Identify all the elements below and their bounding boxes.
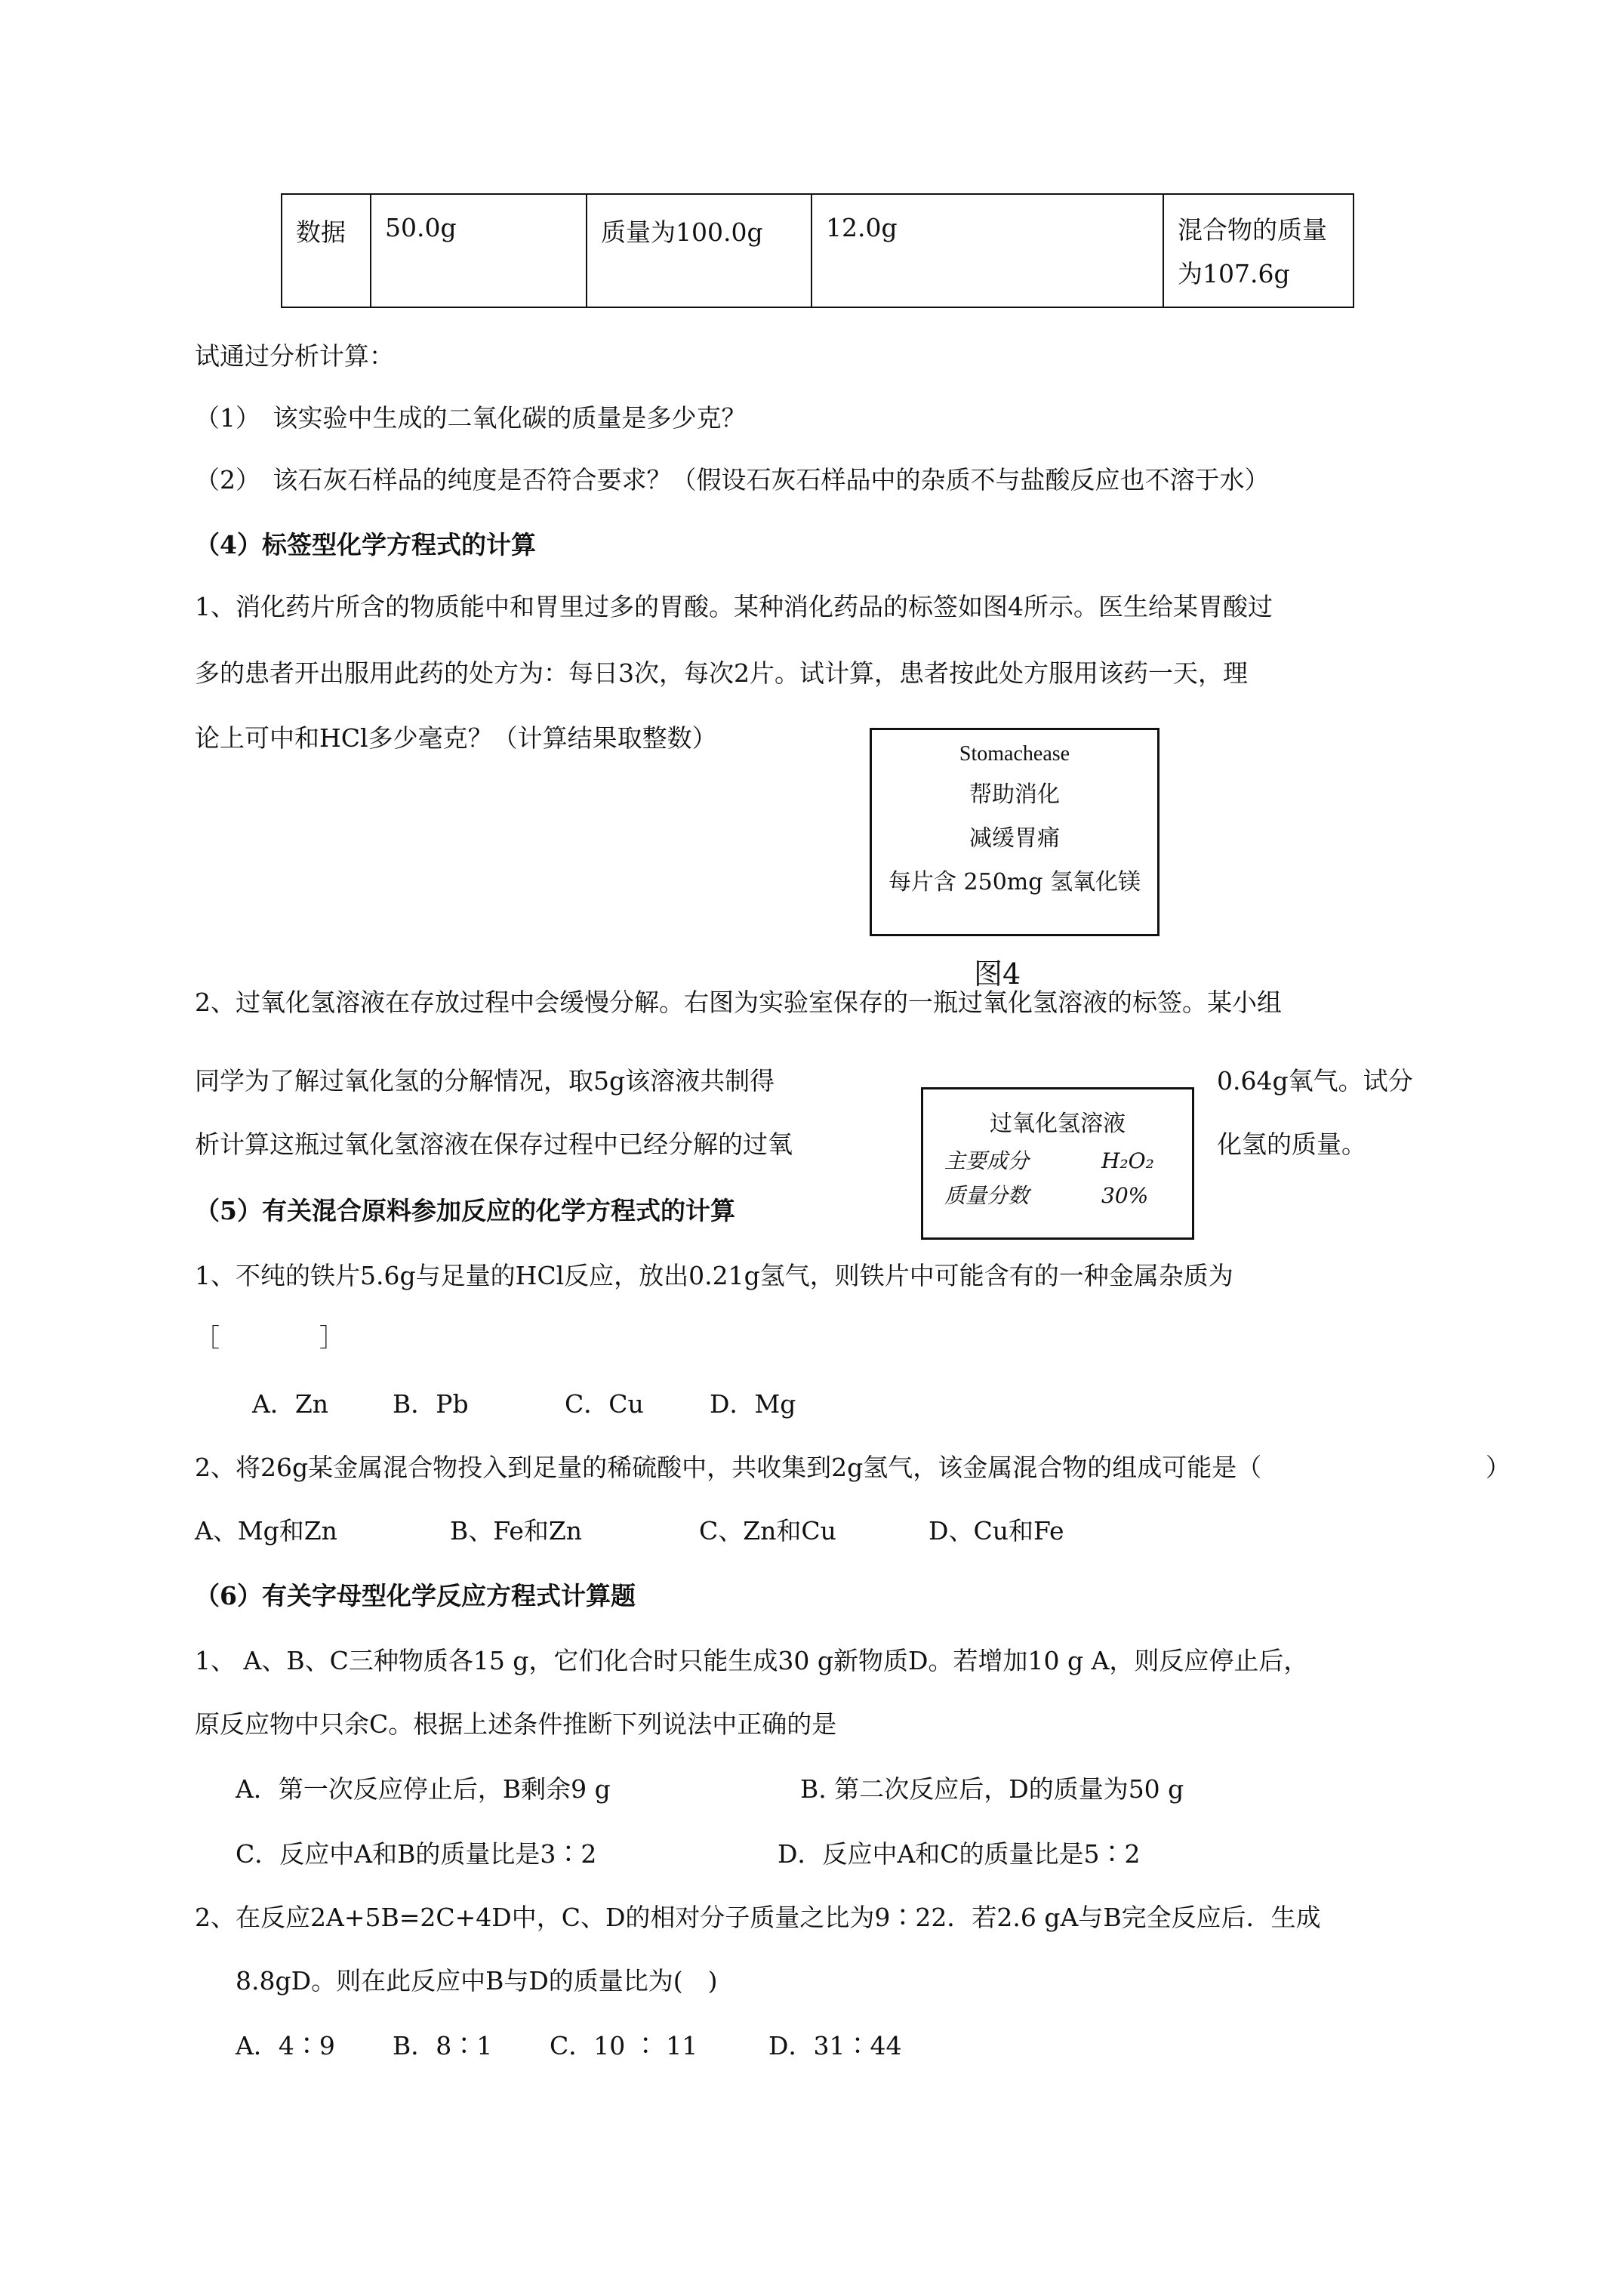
paragraph-line: 2、过氧化氢溶液在存放过程中会缓慢分解。右图为实验室保存的一瓶过氧化氢溶液的标签。某小组	[195, 988, 1282, 1017]
paragraph-line: 同学为了解过氧化氢的分解情况，取5g该溶液共制得	[195, 1066, 775, 1096]
paragraph-line: 原反应物中只余C。根据上述条件推断下列说法中正确的是	[195, 1709, 837, 1739]
option: A、Mg和Zn	[195, 1516, 337, 1546]
medicine-name: Stomachease	[959, 742, 1070, 766]
option: A．4∶9	[236, 2031, 335, 2060]
paragraph-line: 8.8gD。则在此反应中B与D的质量比为( )	[236, 1966, 718, 1996]
option: C．10 ∶ 11	[550, 2031, 698, 2060]
section-6-title: （6）有关字母型化学反应方程式计算题	[195, 1581, 636, 1610]
option: D．反应中A和C的质量比是5∶2	[778, 1839, 1141, 1869]
table-cell: 12.0g	[812, 194, 1163, 307]
table-row	[282, 194, 1354, 307]
option: B. 第二次反应后，D的质量为50 g	[800, 1774, 1184, 1804]
answer-paren: ）	[1486, 1453, 1511, 1482]
peroxide-label-box	[921, 1087, 1194, 1240]
option: A．第一次反应停止后，B剩余9 g	[236, 1774, 611, 1804]
label-line: 帮助消化	[969, 781, 1060, 808]
medicine-label-box	[870, 728, 1160, 936]
label-line: 每片含 250mg 氢氧化镁	[888, 869, 1141, 895]
answer-bracket: ［ ］	[195, 1323, 344, 1352]
intro-text: 试通过分析计算：	[195, 341, 394, 371]
paragraph-line: 1、消化药片所含的物质能中和胃里过多的胃酸。某种消化药品的标签如图4所示。医生给某胃酸过	[195, 592, 1273, 621]
label-row	[923, 1138, 1192, 1180]
question-2: （2） 该石灰石样品的纯度是否符合要求？（假设石灰石样品中的杂质不与盐酸反应也不溶于水）	[195, 465, 1270, 495]
label-value: 30%	[1101, 1183, 1149, 1208]
paragraph-line: 1、不纯的铁片5.6g与足量的HCl反应，放出0.21g氢气，则铁片中可能含有的一种金属杂质为	[195, 1261, 1233, 1290]
paragraph-line: 析计算这瓶过氧化氢溶液在保存过程中已经分解的过氧	[195, 1130, 793, 1159]
option: D．Mg	[710, 1389, 796, 1419]
option: B、Fe和Zn	[450, 1516, 583, 1546]
paragraph-line: 化氢的质量。	[1217, 1130, 1366, 1159]
label-row	[923, 1180, 1192, 1222]
paragraph-line: 1、 A、B、C三种物质各15 g，它们化合时只能生成30 g新物质D。若增加10 g A，则反应停止后，	[195, 1646, 1309, 1675]
figure-caption: 图4	[974, 957, 1021, 991]
table-cell: 质量为100.0g	[587, 194, 812, 307]
section-4-title: （4）标签型化学方程式的计算	[195, 530, 536, 559]
table-cell: 50.0g	[371, 194, 587, 307]
paragraph-line: 2、将26g某金属混合物投入到足量的稀硫酸中，共收集到2g氢气，该金属混合物的组成可能是（	[195, 1453, 1262, 1482]
option: B．8∶1	[393, 2031, 493, 2060]
paragraph-line: 论上可中和HCl多少毫克？（计算结果取整数）	[195, 723, 717, 753]
option: D、Cu和Fe	[929, 1516, 1064, 1546]
paragraph-line: 多的患者开出服用此药的处方为：每日3次，每次2片。试计算，患者按此处方服用该药一天，理	[195, 658, 1248, 688]
option: C．Cu	[565, 1389, 644, 1419]
label-key: 质量分数	[944, 1183, 1030, 1208]
label-key: 主要成分	[944, 1148, 1030, 1173]
data-table	[281, 193, 1354, 308]
option: D．31∶44	[768, 2031, 902, 2060]
table-cell: 混合物的质量为107.6g	[1163, 194, 1354, 307]
paragraph-line: 2、在反应2A+5B=2C+4D中，C、D的相对分子质量之比为9∶22．若2.6 gA与B完全反应后．生成	[195, 1903, 1321, 1932]
label-title: 过氧化氢溶液	[990, 1111, 1126, 1137]
label-line: 减缓胃痛	[969, 825, 1060, 852]
option: A．Zn	[252, 1389, 329, 1419]
paragraph-line: 0.64g氧气。试分	[1217, 1066, 1413, 1096]
question-1: （1） 该实验中生成的二氧化碳的质量是多少克？	[195, 403, 747, 433]
section-5-title: （5）有关混合原料参加反应的化学方程式的计算	[195, 1196, 735, 1225]
table-row-header: 数据	[282, 194, 371, 307]
label-value: H₂O₂	[1101, 1148, 1154, 1173]
option: C、Zn和Cu	[699, 1516, 836, 1546]
option: B．Pb	[393, 1389, 469, 1419]
option: C．反应中A和B的质量比是3∶2	[236, 1839, 597, 1869]
